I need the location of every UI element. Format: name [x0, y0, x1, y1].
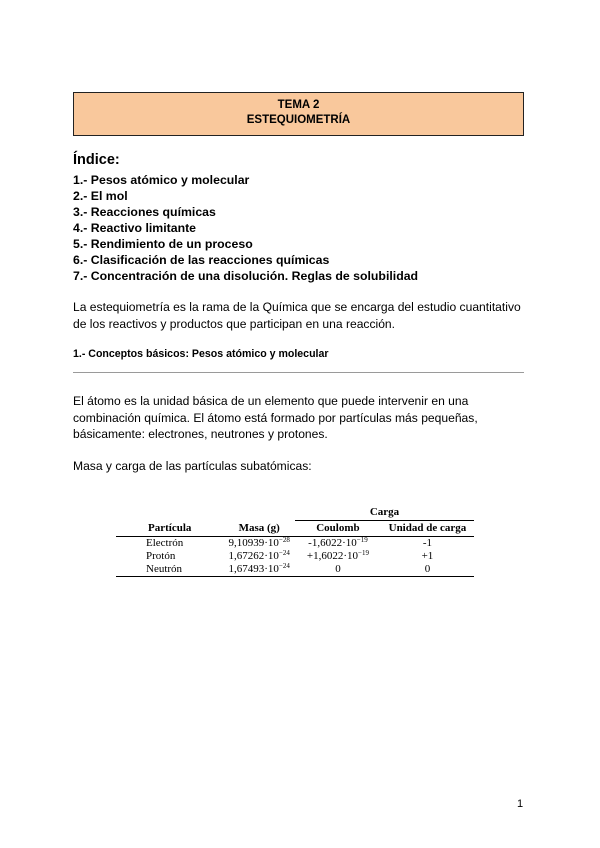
index-item-text: Reacciones químicas — [87, 205, 216, 219]
index-item-number: 5.- — [73, 237, 88, 251]
particle-charge-unit: -1 — [422, 537, 433, 549]
header-charge-unit: Unidad de carga — [381, 521, 474, 537]
index-heading: Índice: — [73, 152, 120, 168]
index-item-text: Pesos atómico y molecular — [87, 173, 250, 187]
particle-coulomb: $+1,6022\cdot 10^{-19}$ — [306, 549, 369, 562]
particle-name: Electrón — [146, 537, 184, 549]
intro-line: La estequiometría es la rama de la Química que se encarga del estudio cuantitativo — [73, 300, 521, 314]
particle-charge-unit: +1 — [421, 550, 434, 562]
index-item — [73, 172, 418, 188]
index-item-text: Concentración de una disolución. Reglas de solubilidad — [87, 269, 419, 283]
particle-coulomb: $-1,6022\cdot 10^{-19}$ — [308, 536, 368, 549]
particle-mass: $9,10939\cdot 10^{-28}$ — [228, 536, 290, 549]
index-item-number: 4.- — [73, 221, 88, 235]
section-heading: 1.- Conceptos básicos: Pesos atómico y molecular — [73, 348, 329, 360]
particle-mass: $1,67493\cdot 10^{-24}$ — [223, 563, 295, 577]
index-item-number: 1.- — [73, 173, 88, 187]
index-item — [73, 268, 418, 284]
atom-line: El átomo es la unidad básica de un elemento que puede intervenir en una — [73, 394, 469, 408]
index-item-text: Rendimiento de un proceso — [87, 237, 253, 251]
particle-name: Neutrón — [116, 563, 223, 577]
index-item-number: 3.- — [73, 205, 88, 219]
index-item — [73, 252, 418, 268]
particle-charge-unit: 0 — [381, 563, 474, 577]
index-item — [73, 220, 418, 236]
header-coulomb: Coulomb — [295, 521, 381, 537]
index-item — [73, 236, 418, 252]
intro-line: de los reactivos y productos que participan en una reacción. — [73, 316, 396, 331]
table-row — [116, 537, 474, 551]
header-mass: Masa (g) — [223, 521, 295, 537]
index-list — [73, 172, 418, 284]
atom-line: básicamente: electrones, neutrones y protones. — [73, 427, 328, 441]
index-item — [73, 204, 418, 220]
index-item-text: Clasificación de las reacciones químicas — [87, 253, 330, 267]
table-row — [116, 550, 474, 563]
atom-paragraph — [73, 393, 543, 443]
index-item-number: 7.- — [73, 269, 88, 283]
index-item-text: Reactivo limitante — [87, 221, 197, 235]
particle-coulomb: 0 — [295, 563, 381, 577]
title-line-1: TEMA 2 — [277, 99, 320, 111]
index-item-number: 6.- — [73, 253, 88, 267]
page-number: 1 — [517, 798, 524, 810]
index-item-number: 2.- — [73, 189, 88, 203]
particles-table — [116, 505, 474, 577]
atom-line: combinación química. El átomo está formado por partículas más pequeñas, — [73, 410, 478, 425]
index-item-text: El mol — [87, 189, 128, 203]
section-divider — [73, 372, 524, 373]
intro-paragraph — [73, 299, 543, 332]
charge-group-header: Carga — [295, 505, 474, 521]
title-box — [73, 92, 524, 136]
table-row — [116, 563, 474, 577]
header-particle: Partícula — [116, 521, 223, 537]
particle-name: Protón — [146, 550, 176, 562]
table-caption: Masa y carga de las partículas subatómicas: — [73, 459, 312, 473]
particle-mass: $1,67262\cdot 10^{-24}$ — [228, 549, 290, 562]
title-line-2: ESTEQUIOMETRÍA — [246, 114, 351, 126]
index-item — [73, 188, 418, 204]
